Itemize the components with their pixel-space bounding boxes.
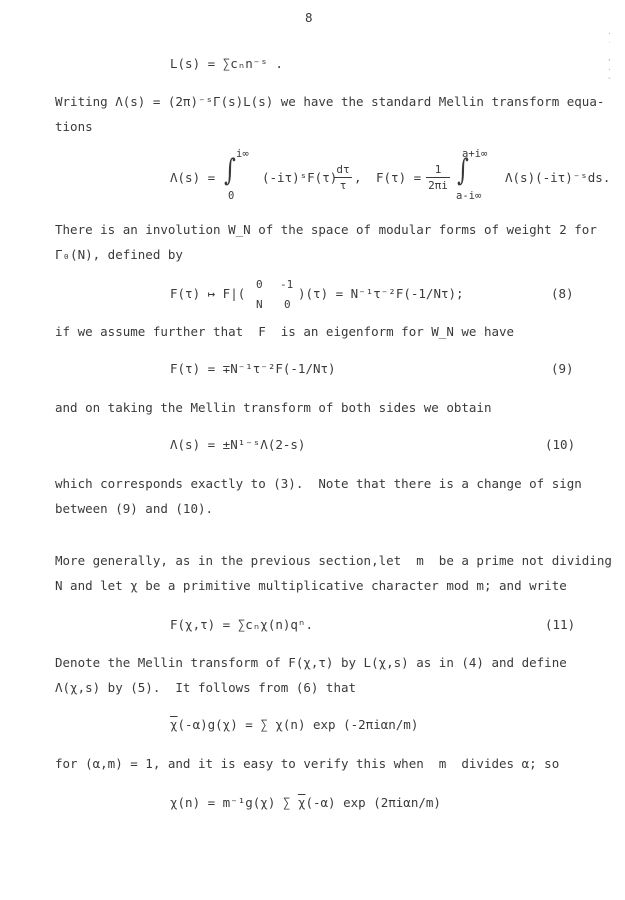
eq8-rhs: )(τ) = N⁻¹τ⁻²F(-1/Nτ); bbox=[298, 286, 464, 301]
integral-lower-limit-1: 0 bbox=[228, 190, 235, 202]
inversion-rest: (-α) exp (2πiαn/m) bbox=[305, 795, 441, 810]
integral-upper-limit-1: i∞ bbox=[236, 148, 249, 160]
gauss-sum-equation bbox=[170, 717, 418, 733]
paragraph-line-4: Γ₀(N), defined by bbox=[55, 247, 183, 262]
one-over-2pii bbox=[426, 163, 450, 192]
margin-marks: · ˙ , · ˇ bbox=[607, 29, 612, 86]
mellin-integrand-2: Λ(s)(-iτ)⁻ˢds. bbox=[505, 170, 611, 185]
paragraph-line-7: which corresponds exactly to (3). Note that there is a change of sign bbox=[55, 476, 582, 491]
paragraph-line-5: if we assume further that F is an eigenform for W_N we have bbox=[55, 324, 515, 339]
frac-numerator: 1 bbox=[434, 163, 442, 176]
paragraph-line-1: Writing Λ(s) = (2π)⁻ˢΓ(s)L(s) we have the standard Mellin transform equa- bbox=[55, 94, 605, 109]
inversion-lhs: χ(n) = m⁻¹g(χ) ∑ bbox=[170, 795, 298, 810]
frac-denominator: 2πi bbox=[428, 179, 448, 192]
paragraph-line-3: There is an involution W_N of the space of modular forms of weight 2 for bbox=[55, 222, 597, 237]
matrix-bottom-right: 0 bbox=[284, 298, 291, 311]
page-number: 8 bbox=[305, 10, 313, 25]
eq10-label: (10) bbox=[545, 437, 576, 452]
paragraph-line-13: for (α,m) = 1, and it is easy to verify this when m divides α; so bbox=[55, 756, 560, 771]
eq8-lhs: F(τ) ↦ F|( bbox=[170, 286, 246, 301]
integral-sign-1: ∫ bbox=[223, 153, 236, 188]
chi-bar-2: $\overline{\chi}$ bbox=[297, 795, 306, 810]
mellin-lhs: Λ(s) = bbox=[170, 170, 216, 185]
paragraph-line-12: Λ(χ,s) by (5). It follows from (6) that bbox=[55, 680, 357, 695]
gauss-sum-rest: (-α)g(χ) = ∑ χ(n) exp (-2πiαn/m) bbox=[177, 717, 419, 732]
integral-lower-limit-2: a-i∞ bbox=[456, 190, 482, 202]
chi-bar: $\overline{\chi}$ bbox=[170, 717, 178, 732]
paragraph-line-10: N and let χ be a primitive multiplicative character mod m; and write bbox=[55, 578, 567, 593]
mellin-integrand-1: (-iτ)ˢF(τ) bbox=[262, 170, 338, 185]
equation-ls: L(s) = ∑cₙn⁻ˢ . bbox=[170, 56, 283, 71]
integral-upper-limit-2: a+i∞ bbox=[462, 148, 488, 160]
dtau-denominator: τ bbox=[339, 179, 347, 192]
integral-sign-2: ∫ bbox=[456, 153, 469, 188]
paragraph-line-9: More generally, as in the previous section,let m be a prime not dividing bbox=[55, 553, 612, 568]
eq10-body: Λ(s) = ±N¹⁻ˢΛ(2-s) bbox=[170, 437, 306, 452]
paragraph-line-11: Denote the Mellin transform of F(χ,τ) by L(χ,s) as in (4) and define bbox=[55, 655, 567, 670]
eq8-label: (8) bbox=[551, 286, 574, 301]
eq9-label: (9) bbox=[551, 361, 574, 376]
mellin-rhs-lhs: F(τ) = bbox=[376, 170, 422, 185]
paragraph-line-6: and on taking the Mellin transform of both sides we obtain bbox=[55, 400, 492, 415]
inversion-equation bbox=[170, 795, 441, 811]
eq11-body: F(χ,τ) = ∑cₙχ(n)qⁿ. bbox=[170, 617, 313, 632]
eq11-label: (11) bbox=[545, 617, 576, 632]
matrix-top-left: 0 bbox=[256, 278, 263, 291]
matrix-top-right: -1 bbox=[280, 278, 294, 291]
matrix-bottom-left: N bbox=[256, 298, 263, 311]
mellin-separator: , bbox=[354, 170, 362, 185]
paragraph-line-8: between (9) and (10). bbox=[55, 501, 214, 516]
dtau-numerator: dτ bbox=[336, 163, 350, 176]
eq9-body: F(τ) = ∓N⁻¹τ⁻²F(-1/Nτ) bbox=[170, 361, 336, 376]
dtau-fraction bbox=[334, 163, 352, 192]
paragraph-line-2: tions bbox=[55, 119, 93, 134]
